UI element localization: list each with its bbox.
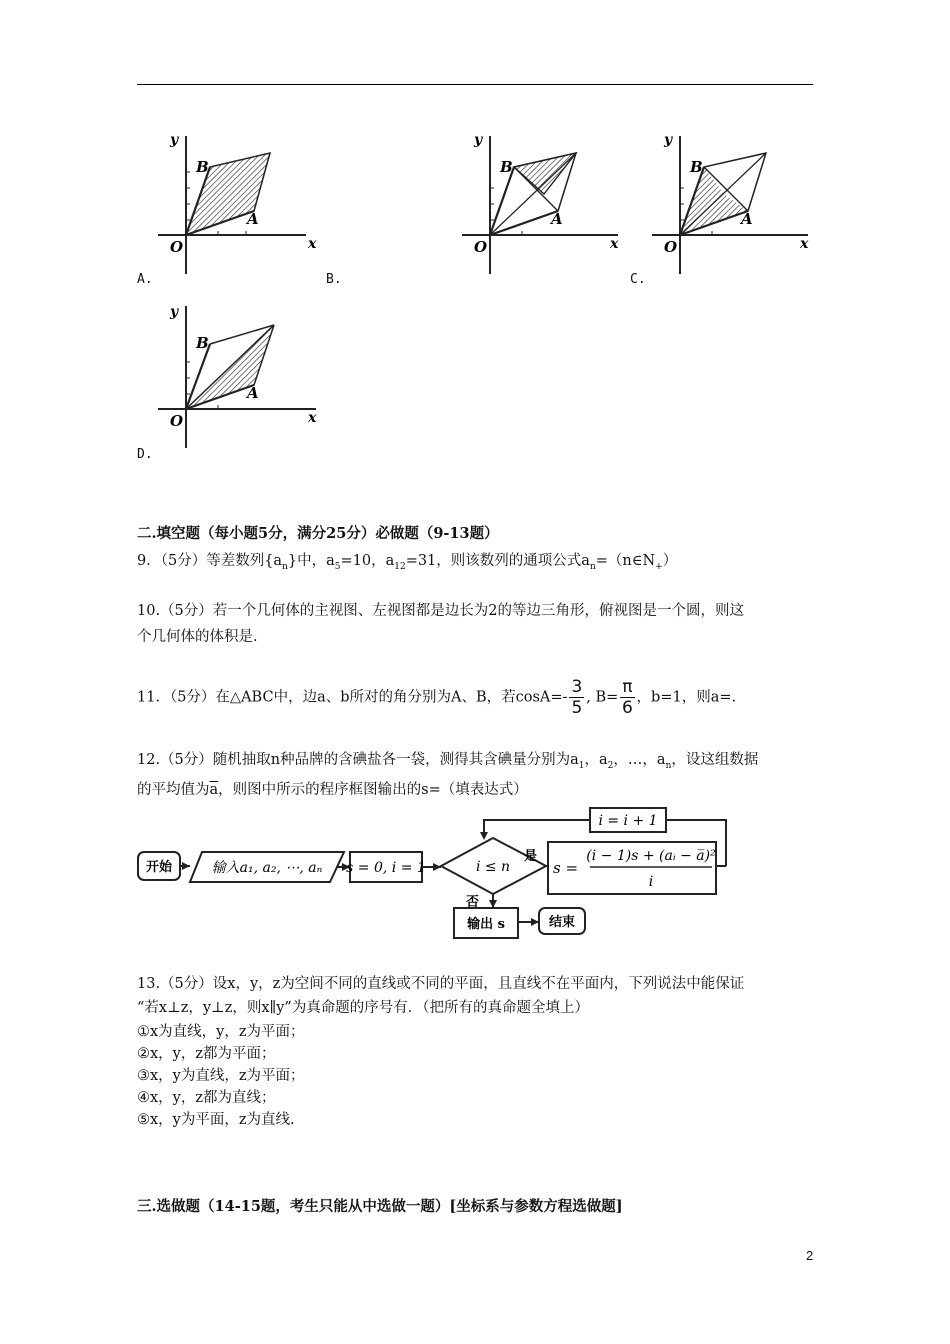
question-12: 12.（5分）随机抽取n种品牌的含碘盐各一袋，测得其含碘量分别为$a_1$，$a_2$，…，$a_n$，设这组数据 的平均值为$\overline{a}$，则图中所示的程序框图输出的s=（填表达式） xyxy=(137,752,759,798)
flow-output: 输出 s xyxy=(467,917,505,932)
option-c-graph xyxy=(652,128,822,276)
fraction-three-fifths: $\frac{3}{5}$ xyxy=(571,677,583,718)
question-9: 9．（5分）等差数列$\{a_n\}$中，$a_5=10$，$a_{12}=31$，则该数列的通项公式$a_n=(n\in N_+)$ xyxy=(137,553,678,572)
point-b-label: B xyxy=(196,158,209,176)
origin-label: O xyxy=(170,238,184,256)
question-11: 11．（5分）在△ABC中，边a、b所对的角分别为A、B，若cosA=- $\frac{3}{5}$ , B= $\frac{\pi}{6}$ ，b=1，则a=. xyxy=(137,677,737,718)
flow-end: 结束 xyxy=(548,915,576,930)
origin-label: O xyxy=(474,238,488,256)
q13-option: ③x，y为直线，z为平面； xyxy=(137,1068,305,1084)
option-a-graph xyxy=(150,128,320,276)
flow-formula-denominator: i xyxy=(648,874,654,890)
option-d-graph xyxy=(150,302,320,450)
flow-formula-numerator: (i − 1)s + (aᵢ − a̅)² xyxy=(586,848,716,864)
option-d-label: D. xyxy=(137,447,153,462)
option-b-graph xyxy=(462,128,632,276)
program-flowchart xyxy=(134,800,744,946)
point-a-label: A xyxy=(247,210,259,228)
question-13: 13.（5分）设x，y，z为空间不同的直线或不同的平面，且直线不在平面内，下列说法中能保证 “若x⊥z，y⊥z，则x∥y”为真命题的序号有．（把所有的真命题全填上） ①x为直线，y，z为平面； ②x，y，z都为平面； ③x，y为直线，z为平面； ④x，y，z都为直线； ⑤x，y为平面，z为直线. xyxy=(137,973,744,1131)
point-a-label: A xyxy=(741,210,753,228)
header-rule xyxy=(137,84,813,85)
q13-option: ①x为直线，y，z为平面； xyxy=(137,1024,305,1040)
option-a-label: A. xyxy=(137,272,153,287)
flow-start: 开始 xyxy=(145,860,173,875)
page-number: 2 xyxy=(806,1248,814,1263)
x-axis-label: x xyxy=(800,236,809,252)
point-b-label: B xyxy=(690,158,703,176)
section3-heading: 三.选做题（14-15题，考生只能从中选做一题）[坐标系与参数方程选做题] xyxy=(137,1198,623,1215)
flow-condition: i ≤ n xyxy=(475,859,511,875)
flow-formula-lhs: s = xyxy=(553,859,579,877)
flow-yes-label: 是 xyxy=(523,849,537,864)
flow-input: 输入a₁, a₂, ⋯, aₙ xyxy=(211,860,323,876)
option-c-label: C. xyxy=(630,272,646,287)
fraction-pi-sixths: $\frac{\pi}{6}$ xyxy=(622,677,633,718)
y-axis-label: y xyxy=(170,304,179,320)
section2-heading: 二.填空题（每小题5分，满分25分）必做题（9-13题） xyxy=(137,525,499,542)
flow-init: s = 0, i = 1 xyxy=(346,860,426,876)
q13-option: ⑤x，y为平面，z为直线. xyxy=(137,1112,295,1128)
mean-a-bar: $\overline{a}$ xyxy=(209,781,219,798)
x-axis-label: x xyxy=(308,236,317,252)
point-b-label: B xyxy=(196,334,209,352)
point-a-label: A xyxy=(247,384,259,402)
y-axis-label: y xyxy=(170,132,179,148)
point-a-label: A xyxy=(551,210,563,228)
flow-increment: i = i + 1 xyxy=(598,813,658,829)
y-axis-label: y xyxy=(664,132,673,148)
origin-label: O xyxy=(664,238,678,256)
q13-option: ②x，y，z都为平面； xyxy=(137,1046,276,1062)
q13-option: ④x，y，z都为直线； xyxy=(137,1090,276,1106)
option-b-label: B. xyxy=(326,272,342,287)
x-axis-label: x xyxy=(308,410,317,426)
question-10: 10.（5分）若一个几何体的主视图、左视图都是边长为2的等边三角形，俯视图是一个圆，则这 个几何体的体积是. xyxy=(137,603,745,645)
flow-no-label: 否 xyxy=(465,895,479,910)
y-axis-label: y xyxy=(474,132,483,148)
x-axis-label: x xyxy=(610,236,619,252)
point-b-label: B xyxy=(500,158,513,176)
origin-label: O xyxy=(170,412,184,430)
